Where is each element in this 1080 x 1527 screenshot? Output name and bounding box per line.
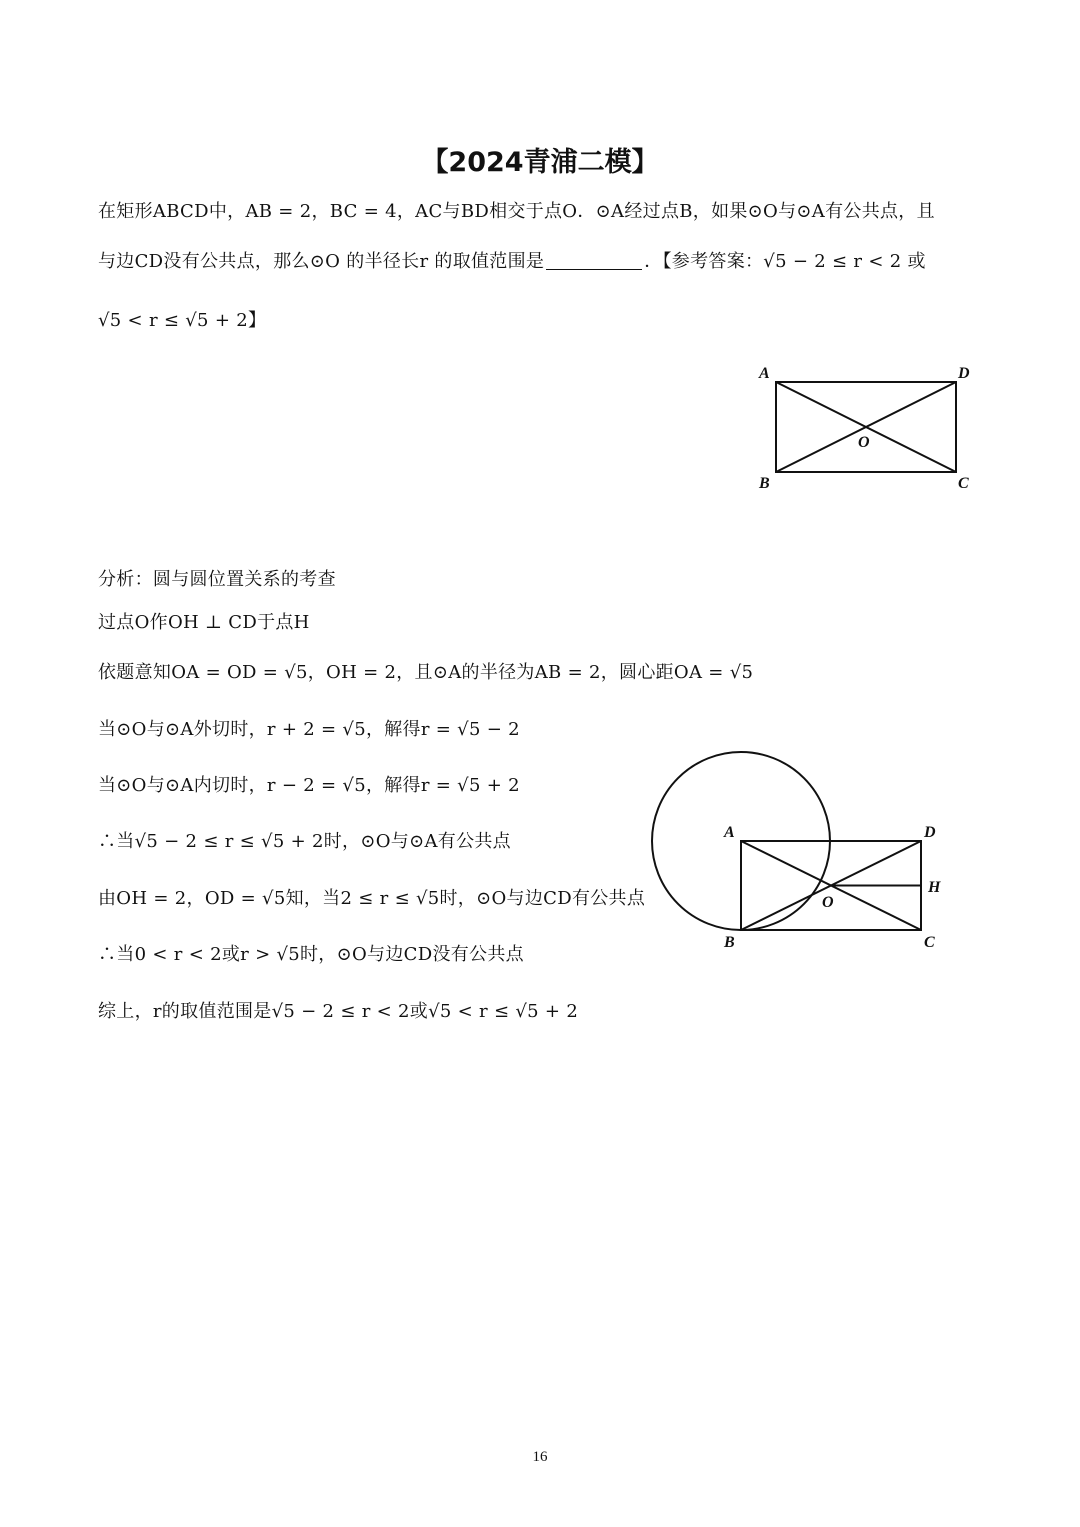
- analysis-line-9: 综上，r的取值范围是√5 − 2 ≤ r < 2或√5 < r ≤ √5 + 2: [98, 1001, 579, 1022]
- figure-rectangle-1: [740, 355, 990, 500]
- label-h-2: H: [928, 879, 941, 896]
- label-o-2: O: [822, 894, 834, 911]
- problem-line-2-answer: ．【参考答案：√5 − 2 ≤ r < 2 或: [644, 251, 926, 272]
- analysis-line-6: ∴当√5 − 2 ≤ r ≤ √5 + 2时，⊙O与⊙A有公共点: [98, 831, 511, 852]
- page-number: 16: [532, 1449, 548, 1465]
- problem-line-3: √5 < r ≤ √5 + 2】: [98, 310, 267, 331]
- analysis-line-4: 当⊙O与⊙A外切时，r + 2 = √5，解得r = √5 − 2: [98, 719, 520, 740]
- figure-rectangle-2: [640, 745, 960, 960]
- analysis-line-8: ∴当0 < r < 2或r > √5时，⊙O与边CD没有公共点: [98, 944, 524, 965]
- analysis-line-1: 分析：圆与圆位置关系的考查: [98, 569, 336, 590]
- label-o: O: [858, 434, 870, 451]
- label-b-2: B: [724, 934, 735, 951]
- label-d: D: [958, 365, 970, 382]
- analysis-line-5: 当⊙O与⊙A内切时，r − 2 = √5，解得r = √5 + 2: [98, 775, 520, 796]
- label-c: C: [958, 475, 969, 492]
- answer-blank: [546, 251, 642, 270]
- label-a: A: [759, 365, 770, 382]
- problem-line-2: [98, 247, 926, 273]
- analysis-line-2: 过点O作OH ⊥ CD于点H: [98, 612, 310, 633]
- page-title: 【2024青浦二模】: [421, 147, 659, 178]
- problem-line-1: 在矩形ABCD中，AB = 2，BC = 4，AC与BD相交于点O．⊙A经过点B，如果⊙O与⊙A有公共点，且: [98, 201, 935, 222]
- problem-line-2-start: 与边CD没有公共点，那么⊙O 的半径长r 的取值范围是: [98, 251, 545, 272]
- label-d-2: D: [924, 824, 936, 841]
- analysis-line-3: 依题意知OA = OD = √5，OH = 2，且⊙A的半径为AB = 2，圆心距OA = √5: [98, 662, 754, 683]
- label-a-2: A: [724, 824, 735, 841]
- label-b: B: [759, 475, 770, 492]
- label-c-2: C: [924, 934, 935, 951]
- analysis-line-7: 由OH = 2，OD = √5知，当2 ≤ r ≤ √5时，⊙O与边CD有公共点: [98, 888, 646, 909]
